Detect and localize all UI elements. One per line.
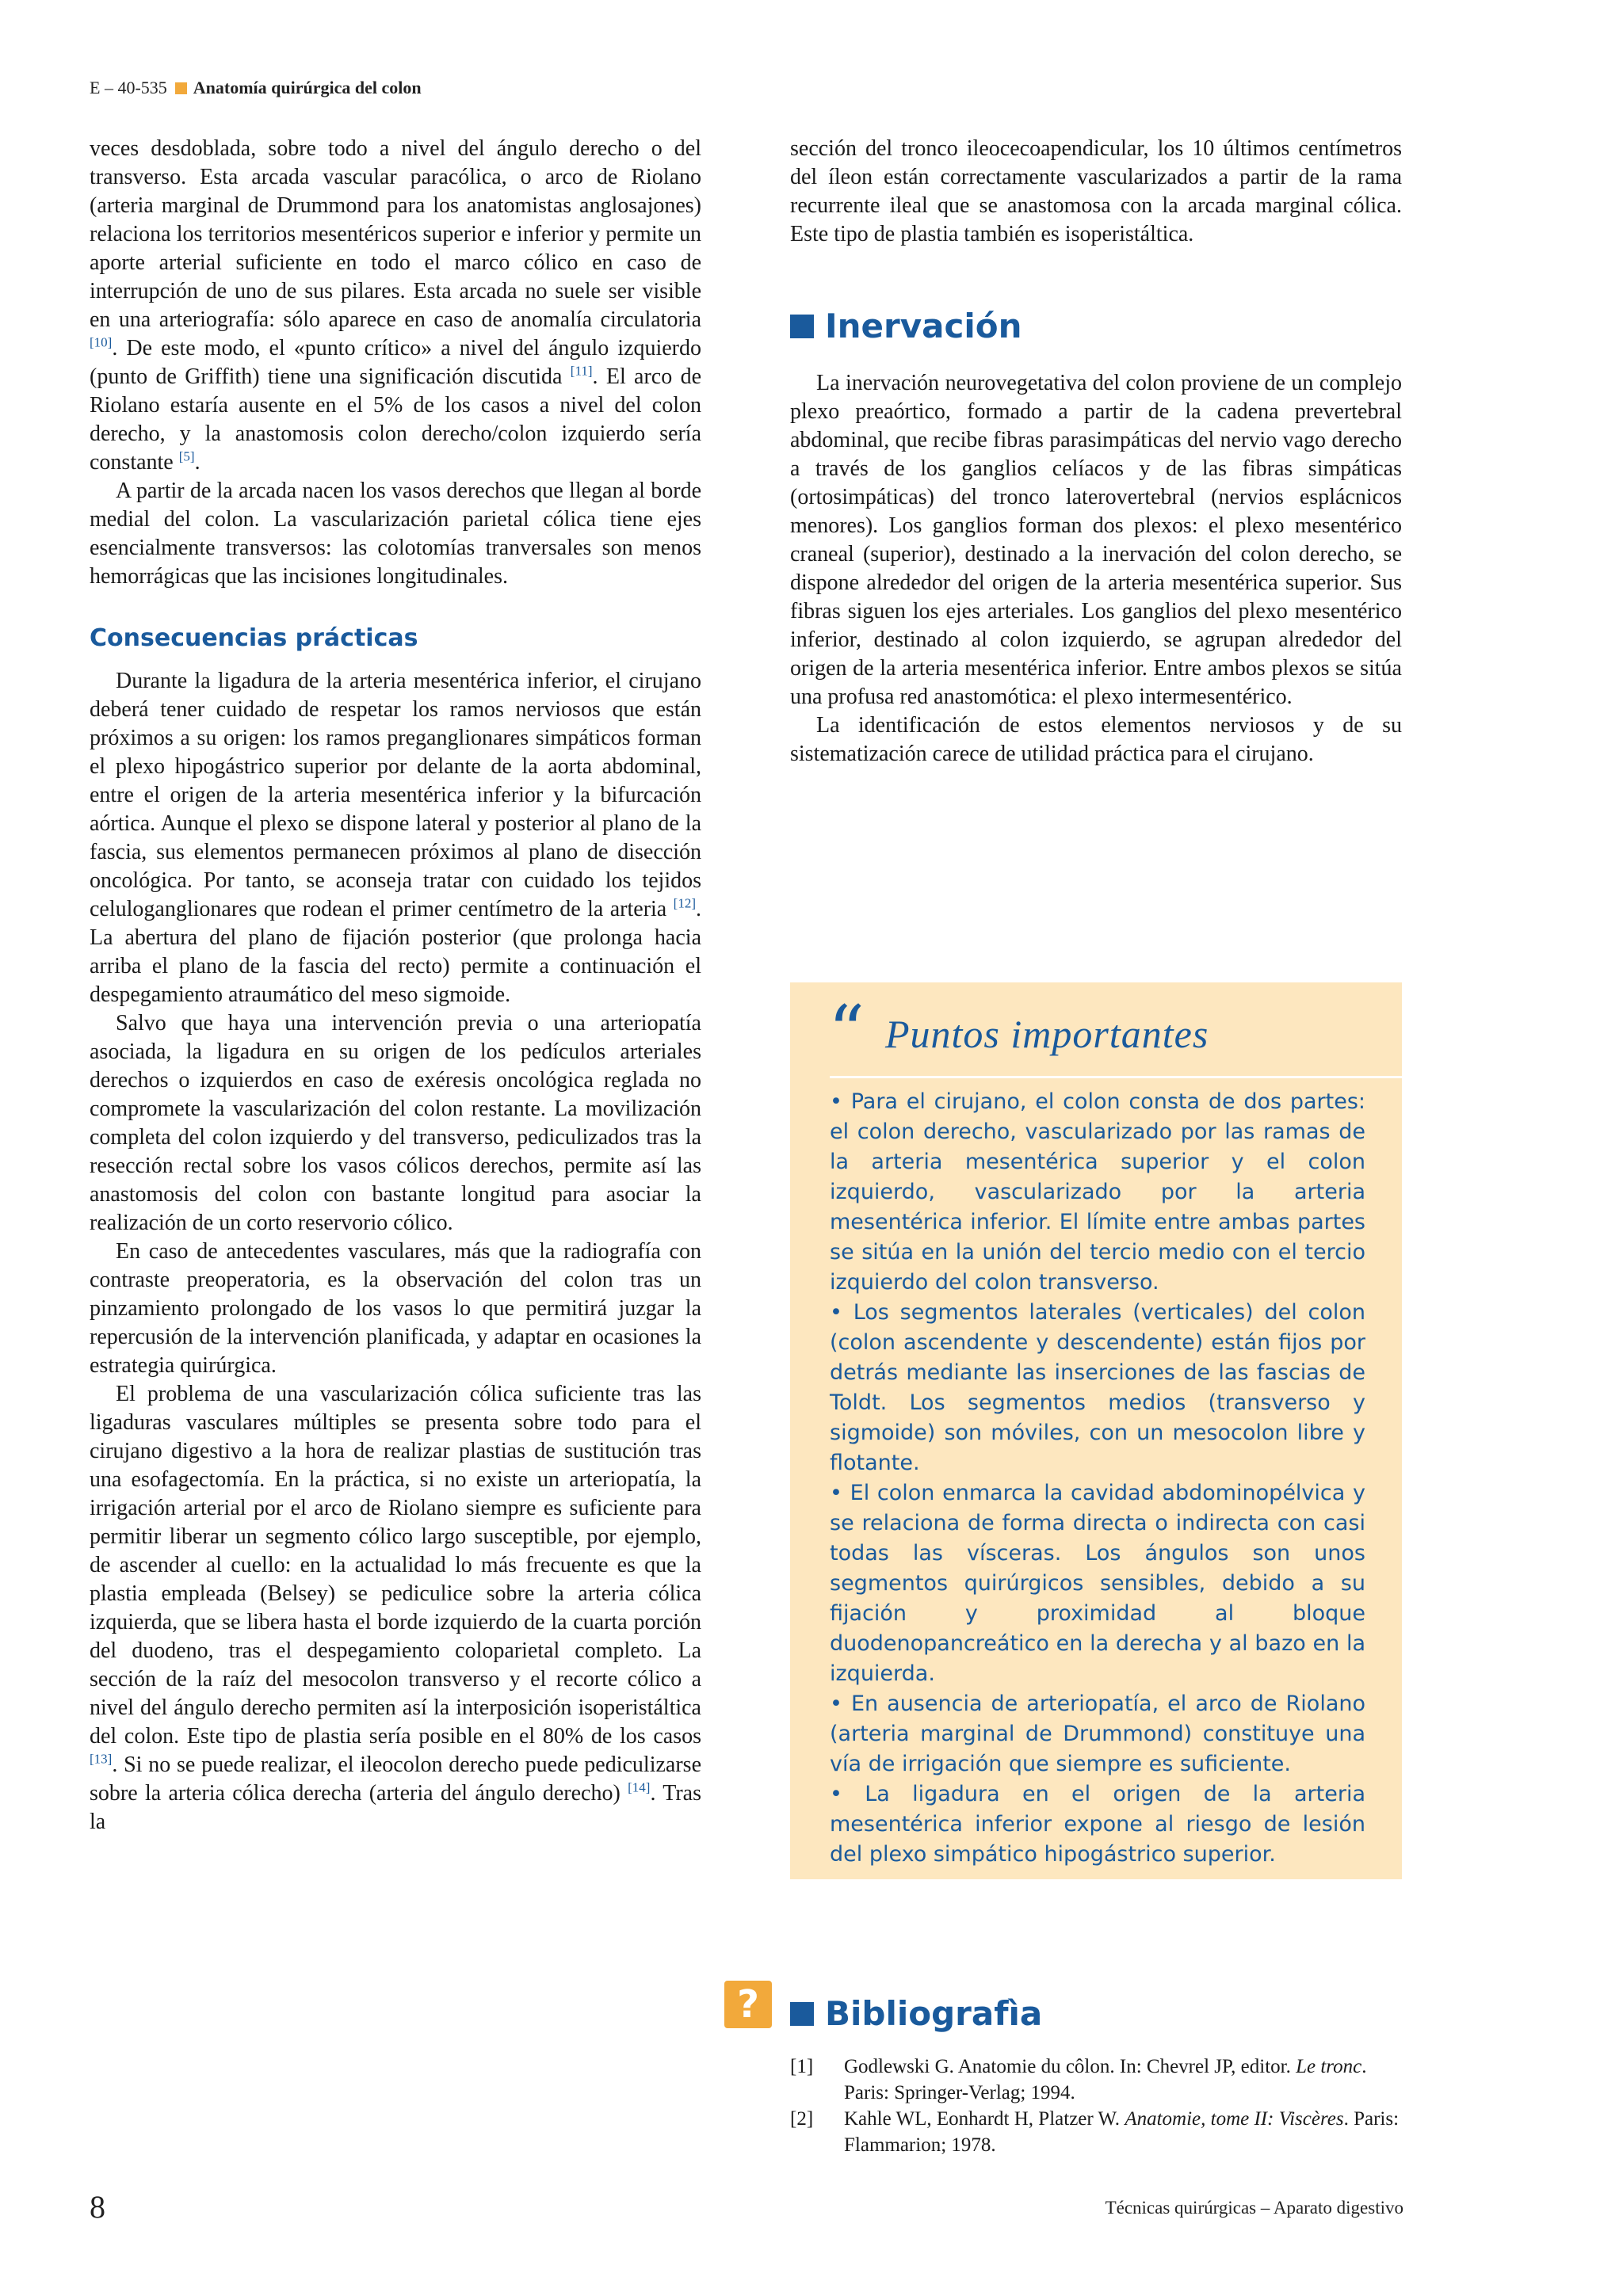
running-header — [90, 78, 422, 98]
list-item: • La ligadura en el origen de la arteria mesentérica inferior expone al riesgo de lesión del plexo simpático hipogástrico superior. — [830, 1782, 1365, 1867]
paragraph: La identificación de estos elementos nerviosos y de su sistematización carece de utilidad práctica para el cirujano. — [790, 713, 1402, 766]
citation[interactable]: [14] — [628, 1779, 651, 1795]
citation[interactable]: [11] — [570, 363, 593, 379]
paragraph: sección del tronco ileocecoapendicular, los 10 últimos centímetros del íleon están correctamente vascularizados a partir de la rama recurrente ileal que se anastomosa con la arcada marginal cólica. Este tipo de plastia también es isoperistáltica. — [790, 136, 1402, 246]
left-column — [90, 135, 701, 1836]
orange-square-icon — [175, 82, 187, 94]
citation[interactable]: [13] — [90, 1751, 113, 1767]
paragraph: veces desdoblada, sobre todo a nivel del ángulo derecho o del transverso. Esta arcada vascular paracólica, o arco de Riolano (arteria marginal de Drummond para los anatomistas anglosajones) relaciona los territorios mesentéricos superior e inferior y permite un aporte arterial suficiente en todo el marco cólico en caso de interrupción de uno de sus pilares. Esta arcada no suele ser visible en una arteriografía: sólo aparece en caso de anomalía circulatoria [10]. De este modo, el «punto crítico» a nivel del ángulo izquierdo (punto de Griffith) tiene una significación discutida [11]. El arco de Riolano estaría ausente en el 5% de los casos a nivel del colon derecho, y la anastomosis colon derecho/colon izquierdo sería constante [5]. — [90, 136, 701, 475]
citation[interactable]: [10] — [90, 334, 113, 350]
section-heading-bibliografia: Bibliografìa — [790, 1995, 1402, 2033]
reference-list — [790, 2054, 1402, 2158]
bibliography — [790, 1995, 1402, 2158]
key-points-list — [830, 1087, 1365, 1870]
list-item: • Los segmentos laterales (verticales) del colon (colon ascendente y descendente) están fijos por detrás mediante las inserciones de las fascias de Toldt. Los segmentos medios (transverso y sigmoide) son móviles, con un mesocolon libre y flotante. — [830, 1300, 1365, 1475]
list-item: • En ausencia de arteriopatía, el arco de Riolano (arteria marginal de Drummond) constituye una vía de irrigación que siempre es suficiente. — [830, 1691, 1365, 1776]
paragraph: Durante la ligadura de la arteria mesentérica inferior, el cirujano deberá tener cuidado de respetar los ramos nerviosos que están próximos a su origen: los ramos preganglionares simpáticos forman el plexo hipogástrico superior por delante de la aorta abdominal, entre el origen de la arteria mesentérica inferior y la bifurcación aórtica. Aunque el plexo se dispone lateral y posterior al plano de la fascia, sus elementos permanecen próximos al plano de disección oncológica. Por tanto, se aconseja tratar con cuidado los tejidos celuloganglionares que rodean el primer centímetro de la arteria [12]. La abertura del plano de fijación posterior (que prolonga hacia arriba el plano de la fascia del recto) permite a continuación el despegamiento atraumático del meso sigmoide. — [90, 669, 701, 1007]
right-column — [790, 135, 1402, 769]
reference-number: [1] — [790, 2056, 814, 2077]
reference-number: [2] — [790, 2108, 814, 2130]
citation[interactable]: [5] — [178, 448, 195, 464]
reference-item: [1] Godlewski G. Anatomie du côlon. In: Chevrel JP, editor. Le tronc. Paris: Springer-Verlag; 1994. — [790, 2054, 1402, 2106]
paragraph: El problema de una vascularización cólica suficiente tras las ligaduras vasculares múltiples se presenta sobre todo para el cirujano digestivo a la hora de realizar plastias de sustitución tras una esofagectomía. En la práctica, si no existe un arteriopatía, la irrigación arterial por el arco de Riolano siempre es suficiente para permitir liberar un segmento cólico largo susceptible, por ejemplo, de ascender al cuello: en la actualidad lo más frecuente es que la plastia empleada (Belsey) se pediculice sobre la arteria cólica izquierda, que se libera hasta el borde izquierdo de la cuarta porción del duodeno, tras el despegamiento coloparietal completo. La sección de la raíz del mesocolon transverso y el recorte cólico a nivel del ángulo derecho permiten así la interposición isoperistáltica del colon. Este tipo de plastia sería posible en el 80% de los casos [13]. Si no se puede realizar, el ileocolon derecho puede pediculizarse sobre la arteria cólica derecha (arteria del ángulo derecho) [14]. Tras la — [90, 1382, 702, 1834]
blue-square-icon — [790, 315, 814, 338]
article-code: E – 40-535 — [90, 78, 167, 97]
key-points-box — [790, 982, 1402, 1879]
key-points-title: Puntos importantes — [885, 1012, 1209, 1056]
quote-mark-icon: “ — [828, 990, 865, 1074]
divider — [830, 1076, 1402, 1078]
list-item: • El colon enmarca la cavidad abdominopélvica y se relaciona de forma directa o indirecta con casi todas las vísceras. Los ángulos son unos segmentos quirúrgicos sensibles, debido a su fijación y proximidad al bloque duodenopancreático en la derecha y al bazo en la izquierda. — [830, 1481, 1365, 1686]
citation[interactable]: [12] — [673, 895, 696, 911]
page-number: 8 — [90, 2189, 105, 2225]
running-footer: Técnicas quirúrgicas – Aparato digestivo — [1105, 2198, 1403, 2218]
paragraph: A partir de la arcada nacen los vasos derechos que llegan al borde medial del colon. La vascularización parietal cólica tiene ejes esencialmente transversos: las colotomías tranversales son menos hemorrágicas que las incisiones longitudinales. — [90, 479, 701, 589]
section-heading-inervacion: Inervación — [790, 307, 1402, 345]
paragraph: En caso de antecedentes vasculares, más que la radiografía con contraste preoperatoria, es la observación del colon tras un pinzamiento prolongado de los vasos lo que permitirá juzgar la repercusión de la intervención planificada, y adaptar en ocasiones la estrategia quirúrgica. — [90, 1239, 701, 1378]
subheading-consecuencias: Consecuencias prácticas — [90, 624, 418, 652]
paragraph: La inervación neurovegetativa del colon proviene de un complejo plexo preaórtico, formado a partir de la cadena prevertebral abdominal, que recibe fibras parasimpáticas del nervio vago derecho a través de los ganglios celíacos y de las fibras simpáticas (ortosimpáticas) del tronco laterovertebral (nervios esplácnicos menores). Los ganglios forman dos plexos: el plexo mesentérico craneal (superior), destinado a la inervación del colon derecho, se dispone alrededor del origen de la arteria mesentérica superior. Sus fibras siguen los ejes arteriales. Los ganglios del plexo mesentérico inferior, destinado al colon izquierdo, se agrupan alrededor del origen de la arteria mesentérica inferior. Entre ambos plexos se sitúa una profusa red anastomótica: el plexo intermesentérico. — [790, 371, 1402, 709]
reference-item: [2] Kahle WL, Eonhardt H, Platzer W. Anatomie, tome II: Viscères. Paris: Flammarion; 1978. — [790, 2106, 1402, 2158]
article-title: Anatomía quirúrgica del colon — [193, 78, 422, 97]
blue-square-icon — [790, 2002, 814, 2026]
paragraph: Salvo que haya una intervención previa o una arteriopatía asociada, la ligadura en su origen de los pedículos arteriales derechos o izquierdos en caso de exéresis oncológica reglada no compromete la vascularización del colon restante. La movilización completa del colon izquierdo y del transverso, pediculizados tras la resección rectal sobre los vasos cólicos derechos, permite así las anastomosis del colon con bastante longitud para asociar la realización de un corto reservorio cólico. — [90, 1011, 701, 1235]
question-mark-icon: ? — [724, 1981, 772, 2028]
list-item: • Para el cirujano, el colon consta de dos partes: el colon derecho, vascularizado por las ramas de la arteria mesentérica superior y el colon izquierdo, vascularizado por la arteria mesentérica inferior. El límite entre ambas partes se sitúa en la unión del tercio medio con el tercio izquierdo del colon transverso. — [830, 1089, 1365, 1295]
